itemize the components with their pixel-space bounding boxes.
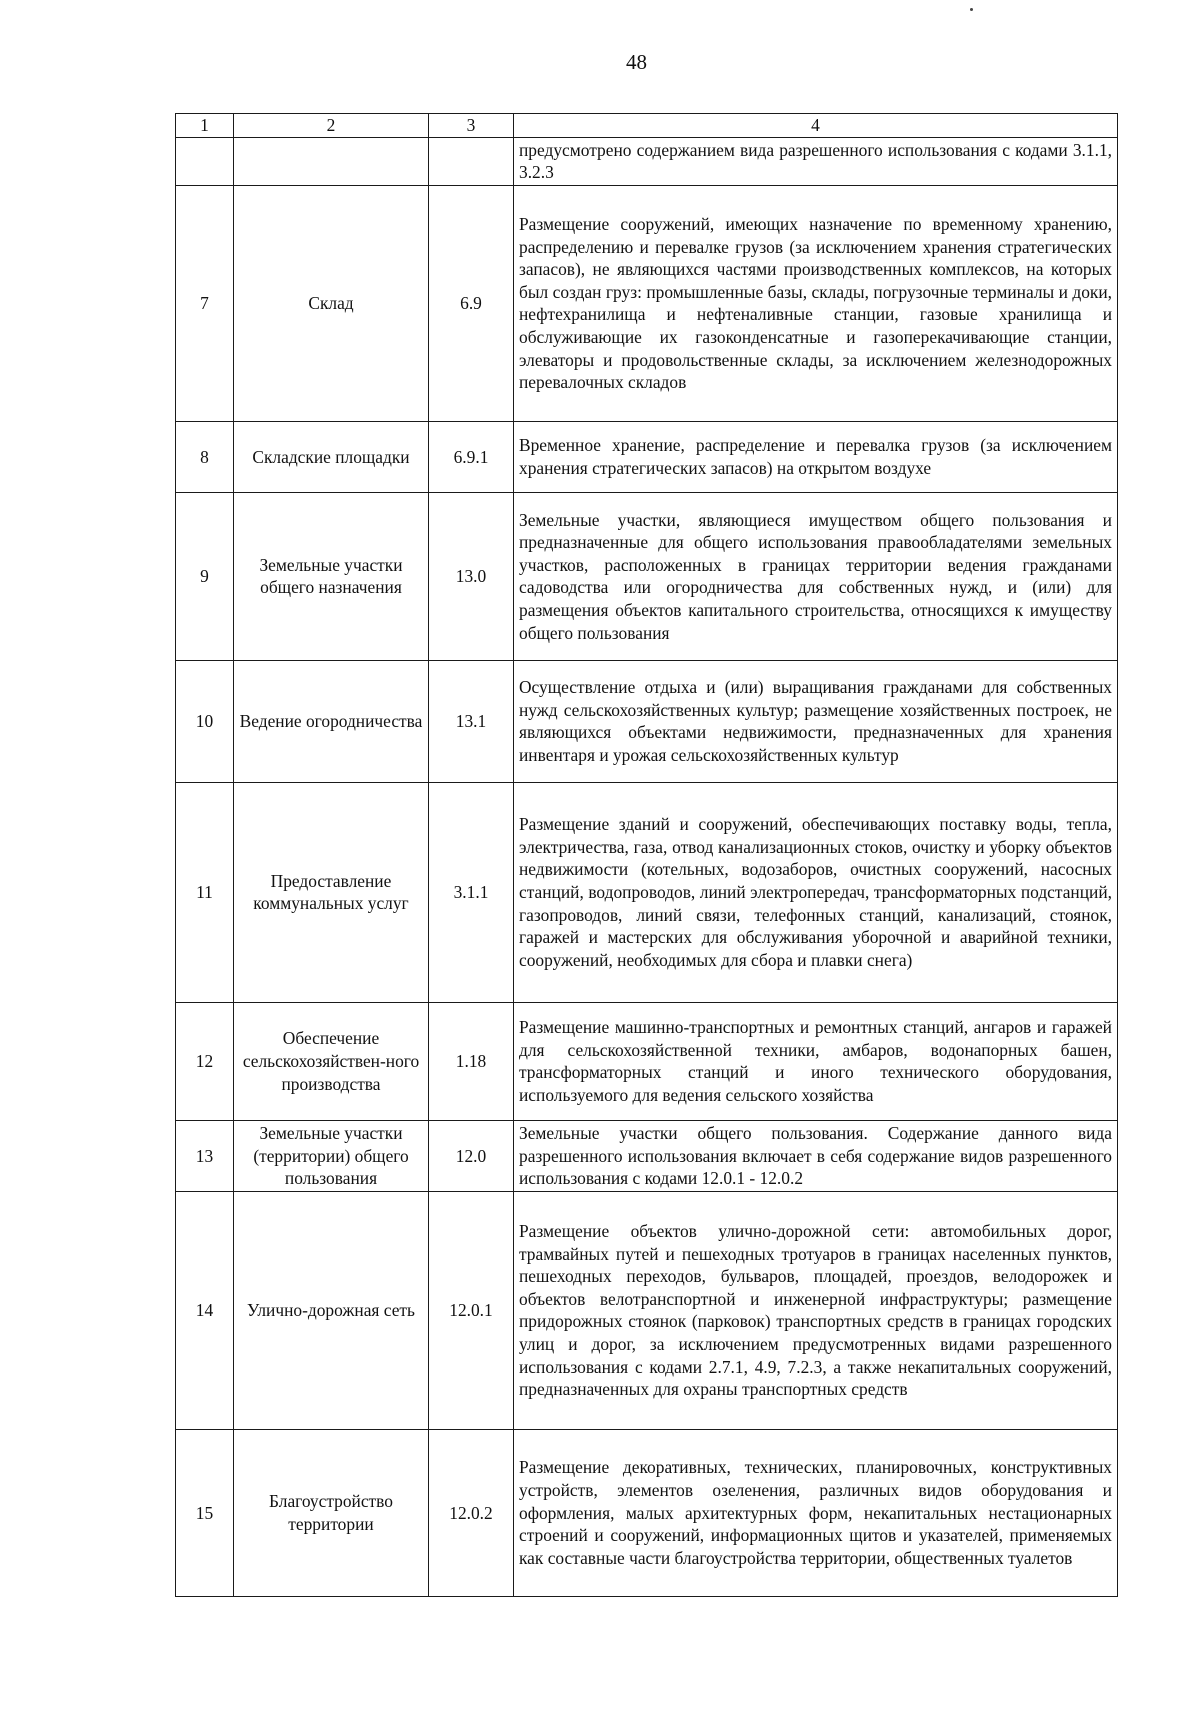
row-name: Обеспечение сельскохозяйствен-ного производства: [234, 1002, 429, 1120]
table-header-row: [176, 114, 1118, 138]
row-name: Улично-дорожная сеть: [234, 1191, 429, 1429]
row-number: 10: [176, 660, 234, 782]
row-code: 13.1: [429, 660, 514, 782]
row-name: Благоустройство территории: [234, 1429, 429, 1596]
row-number: 8: [176, 421, 234, 492]
scan-speck: [970, 8, 973, 11]
header-col-4: 4: [514, 114, 1118, 138]
table-row: [176, 1191, 1118, 1429]
row-name: Склад: [234, 185, 429, 421]
row-code: 12.0: [429, 1120, 514, 1191]
row-name: Земельные участки общего назначения: [234, 492, 429, 660]
row-name: Складские площадки: [234, 421, 429, 492]
header-col-1: 1: [176, 114, 234, 138]
header-col-2: 2: [234, 114, 429, 138]
row-code: 1.18: [429, 1002, 514, 1120]
row-code: 3.1.1: [429, 782, 514, 1002]
row-number: 11: [176, 782, 234, 1002]
row-code: 12.0.2: [429, 1429, 514, 1596]
land-use-table: [175, 113, 1118, 1597]
row-number: [176, 137, 234, 185]
row-code: [429, 137, 514, 185]
row-number: 12: [176, 1002, 234, 1120]
row-name: Ведение огородничества: [234, 660, 429, 782]
table-row: [176, 137, 1118, 185]
row-number: 15: [176, 1429, 234, 1596]
row-number: 7: [176, 185, 234, 421]
table-row: [176, 185, 1118, 421]
table-row: [176, 1120, 1118, 1191]
row-description: Размещение машинно-транспортных и ремонтных станций, ангаров и гаражей для сельскохозяйственной техники, амбаров, водонапорных башен, трансформаторных станций и иного технического оборудования, используемого для ведения сельского хозяйства: [514, 1002, 1118, 1120]
row-number: 9: [176, 492, 234, 660]
row-code: 12.0.1: [429, 1191, 514, 1429]
row-name: [234, 137, 429, 185]
row-description: Земельные участки, являющиеся имуществом общего пользования и предназначенные для общего использования правообладателями земельных участков, расположенных в границах территории ведения гражданами садоводства или огородничества для собственных нужд, и (или) для размещения объектов капитального строительства, относящихся к имуществу общего пользования: [514, 492, 1118, 660]
row-description: предусмотрено содержанием вида разрешенного использования с кодами 3.1.1, 3.2.3: [514, 137, 1118, 185]
row-description: Земельные участки общего пользования. Содержание данного вида разрешенного использования включает в себя содержание видов разрешенного использования с кодами 12.0.1 - 12.0.2: [514, 1120, 1118, 1191]
header-col-3: 3: [429, 114, 514, 138]
row-description: Размещение объектов улично-дорожной сети: автомобильных дорог, трамвайных путей и пешеходных тротуаров в границах населенных пунктов, пешеходных переходов, бульваров, площадей, проездов, велодорожек и объектов велотранспортной и инженерной инфраструктуры; размещение придорожных стоянок (парковок) транспортных средств в границах городских улиц и дорог, за исключением предусмотренных видами разрешенного использования с кодами 2.7.1, 4.9, 7.2.3, а также некапитальных сооружений, предназначенных для охраны транспортных средств: [514, 1191, 1118, 1429]
row-description: Размещение зданий и сооружений, обеспечивающих поставку воды, тепла, электричества, газа, отвод канализационных стоков, очистку и уборку объектов недвижимости (котельных, водозаборов, очистных сооружений, насосных станций, водопроводов, линий электропередач, трансформаторных подстанций, газопроводов, линий связи, телефонных станций, канализаций, стоянок, гаражей и мастерских для обслуживания уборочной и аварийной техники, сооружений, необходимых для сбора и плавки снега): [514, 782, 1118, 1002]
row-code: 6.9.1: [429, 421, 514, 492]
row-name: Земельные участки (территории) общего пользования: [234, 1120, 429, 1191]
row-code: 6.9: [429, 185, 514, 421]
row-description: Размещение декоративных, технических, планировочных, конструктивных устройств, элементов озеленения, различных видов оборудования и оформления, малых архитектурных форм, некапитальных нестационарных строений и сооружений, информационных щитов и указателей, применяемых как составные части благоустройства территории, общественных туалетов: [514, 1429, 1118, 1596]
page-number: 48: [626, 50, 647, 74]
table-row: [176, 421, 1118, 492]
table-row: [176, 782, 1118, 1002]
table-row: [176, 660, 1118, 782]
row-description: Осуществление отдыха и (или) выращивания гражданами для собственных нужд сельскохозяйственных культур; размещение хозяйственных построек, не являющихся объектами недвижимости, предназначенных для хранения инвентаря и урожая сельскохозяйственных культур: [514, 660, 1118, 782]
row-name: Предоставление коммунальных услуг: [234, 782, 429, 1002]
row-number: 13: [176, 1120, 234, 1191]
row-code: 13.0: [429, 492, 514, 660]
table-row: [176, 1002, 1118, 1120]
row-number: 14: [176, 1191, 234, 1429]
row-description: Размещение сооружений, имеющих назначение по временному хранению, распределению и перевалке грузов (за исключением хранения стратегических запасов), не являющихся частями производственных комплексов, на которых был создан груз: промышленные базы, склады, погрузочные терминалы и доки, нефтехранилища и нефтеналивные станции, газовые хранилища и обслуживающие их газоконденсатные и газоперекачивающие станции, элеваторы и продовольственные склады, за исключением железнодорожных перевалочных складов: [514, 185, 1118, 421]
table-row: [176, 1429, 1118, 1596]
table-row: [176, 492, 1118, 660]
row-description: Временное хранение, распределение и перевалка грузов (за исключением хранения стратегических запасов) на открытом воздухе: [514, 421, 1118, 492]
